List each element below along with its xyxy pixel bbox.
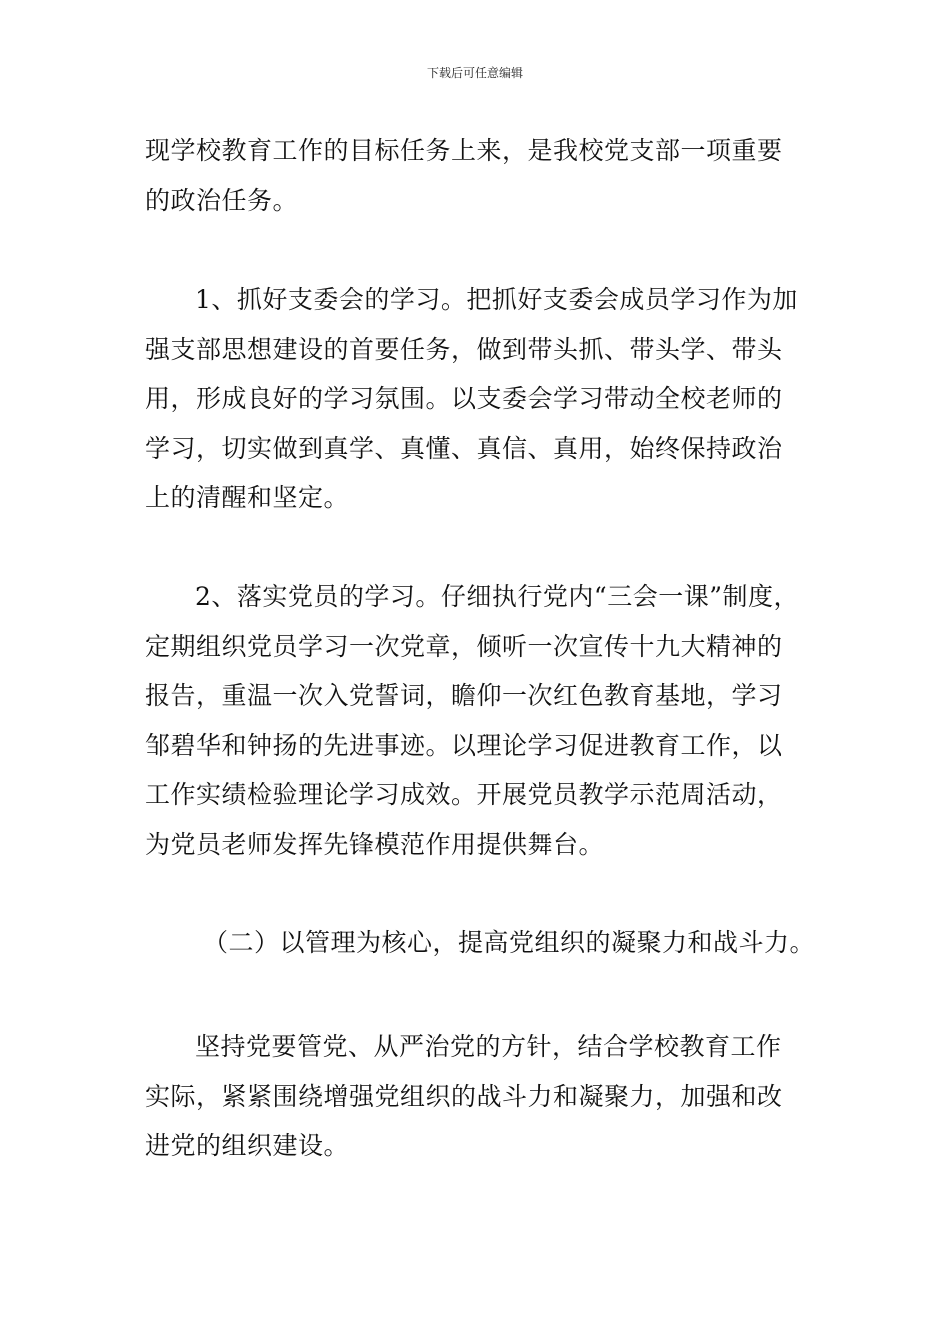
paragraph-item-1 — [145, 275, 825, 523]
text-line: 学习，切实做到真学、真懂、真信、真用，始终保持政治 — [145, 433, 783, 463]
paragraph-body — [145, 1022, 825, 1171]
text-line: 工作实绩检验理论学习成效。开展党员教学示范周活动， — [145, 780, 783, 809]
paragraph-continuation — [145, 126, 825, 225]
text-line: 现学校教育工作的目标任务上来，是我校党支部一项重要 — [145, 136, 783, 165]
text-line: 定期组织党员学习一次党章，倾听一次宣传十九大精神的 — [145, 631, 783, 661]
paragraph-item-2 — [145, 572, 825, 869]
section-heading — [145, 918, 825, 968]
text-line: 强支部思想建设的首要任务，做到带头抓、带头学、带头 — [145, 334, 783, 364]
page-header: 下载后可任意编辑 — [426, 66, 523, 80]
text-line: 为党员老师发挥先锋模范作用提供舞台。 — [145, 829, 605, 859]
text-line: 2、落实党员的学习。仔细执行党内“三会一课”制度， — [195, 582, 799, 611]
text-line: 邹碧华和钟扬的先进事迹。以理论学习促进教育工作，以 — [145, 730, 783, 760]
text-line: 上的清醒和坚定。 — [145, 483, 350, 512]
text-line: 进党的组织建设。 — [145, 1131, 350, 1160]
text-line: 1、抓好支委会的学习。把抓好支委会成员学习作为加 — [195, 285, 798, 314]
text-line: 坚持党要管党、从严治党的方针，结合学校教育工作 — [195, 1032, 782, 1061]
heading-text: （二）以管理为核心，提高党组织的凝聚力和战斗力。 — [203, 928, 816, 957]
text-line: 实际，紧紧围绕增强党组织的战斗力和凝聚力，加强和改 — [145, 1081, 783, 1111]
text-line: 用，形成良好的学习氛围。以支委会学习带动全校老师的 — [145, 384, 783, 413]
text-line: 的政治任务。 — [145, 185, 299, 215]
text-line: 报告，重温一次入党誓词，瞻仰一次红色教育基地，学习 — [145, 681, 783, 710]
